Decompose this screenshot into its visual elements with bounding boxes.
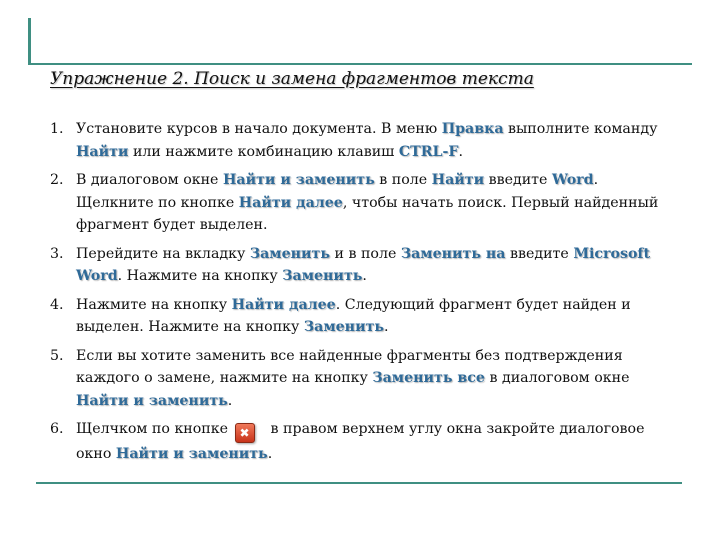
step-item: [50, 243, 670, 288]
step-text: [76, 118, 670, 163]
step-text-fragment: . Следующий фрагмент будет найден и выделен. Нажмите на кнопку: [76, 296, 631, 335]
step-item: [50, 418, 670, 466]
frame-top-rule: [28, 63, 692, 65]
step-number: 1.: [50, 121, 64, 137]
keyword: Найти: [76, 143, 129, 160]
keyword: CTRL-F: [398, 143, 459, 160]
step-item: [50, 294, 670, 339]
step-number: 5.: [50, 347, 64, 364]
step-item: [50, 169, 670, 237]
keyword: Правка: [441, 121, 504, 137]
step-text: [76, 243, 670, 288]
step-text-fragment: Установите курсов в начало документа. В меню: [76, 121, 442, 137]
step-number: 6.: [50, 421, 64, 437]
step-item: [50, 345, 670, 413]
keyword: Найти далее: [238, 194, 343, 211]
step-text-fragment: введите: [505, 245, 574, 262]
step-text-fragment: , чтобы начать поиск. Первый найденный фрагмент будет выделен.: [76, 194, 659, 233]
step-text-fragment: и в поле: [329, 245, 401, 262]
step-text-fragment: Если вы хотите заменить все найденные фрагменты без подтверждения каждого о замене, нажмите на кнопку: [76, 347, 623, 386]
page-title: Упражнение 2. Поиск и замена фрагментов текста: [50, 69, 534, 89]
step-text-fragment: выполните команду: [503, 121, 658, 137]
step-text: [76, 345, 670, 413]
keyword: Заменить все: [372, 370, 485, 386]
step-text-fragment: . Щелкните по кнопке: [76, 172, 599, 211]
keyword: Заменить: [303, 319, 385, 335]
step-item: [50, 118, 670, 163]
frame-left-rule: [28, 18, 31, 64]
step-text-fragment: в поле: [374, 172, 432, 188]
step-text-fragment: .: [267, 446, 273, 462]
step-text-fragment: . Нажмите на кнопку: [117, 268, 283, 284]
step-text-fragment: в диалоговом окне: [484, 370, 630, 386]
keyword: Найти: [431, 172, 485, 188]
step-text: [76, 418, 670, 466]
keyword: Заменить: [282, 268, 363, 284]
step-text-fragment: в правом верхнем углу окна закройте диалоговое окно: [76, 421, 645, 462]
step-text-fragment: .: [384, 319, 389, 335]
keyword: Заменить на: [400, 245, 506, 262]
step-text: [76, 169, 670, 237]
steps-list: [50, 118, 670, 472]
step-text-fragment: Перейдите на вкладку: [76, 245, 250, 262]
keyword: Microsoft Word: [76, 245, 651, 284]
step-text-fragment: или нажмите комбинацию клавиш: [128, 143, 399, 160]
step-text-fragment: Щелчком по кнопке: [76, 421, 233, 437]
keyword: Word: [551, 172, 594, 188]
step-number: 4.: [50, 296, 64, 313]
keyword: Найти и заменить: [222, 172, 375, 188]
step-number: 3.: [50, 245, 64, 262]
frame-bottom-rule: [36, 482, 682, 484]
step-number: 2.: [50, 172, 64, 188]
keyword: Найти далее: [231, 296, 336, 313]
step-text-fragment: .: [362, 268, 367, 284]
close-icon: ✖: [235, 423, 255, 443]
keyword: Найти и заменить: [115, 446, 268, 462]
step-text-fragment: Нажмите на кнопку: [76, 296, 232, 313]
step-text: [76, 294, 670, 339]
keyword: Заменить: [249, 245, 330, 262]
keyword: Найти и заменить: [76, 392, 228, 409]
step-text-fragment: .: [227, 392, 233, 409]
step-text-fragment: .: [458, 143, 463, 160]
step-text-fragment: В диалоговом окне: [76, 172, 223, 188]
step-text-fragment: введите: [484, 172, 552, 188]
